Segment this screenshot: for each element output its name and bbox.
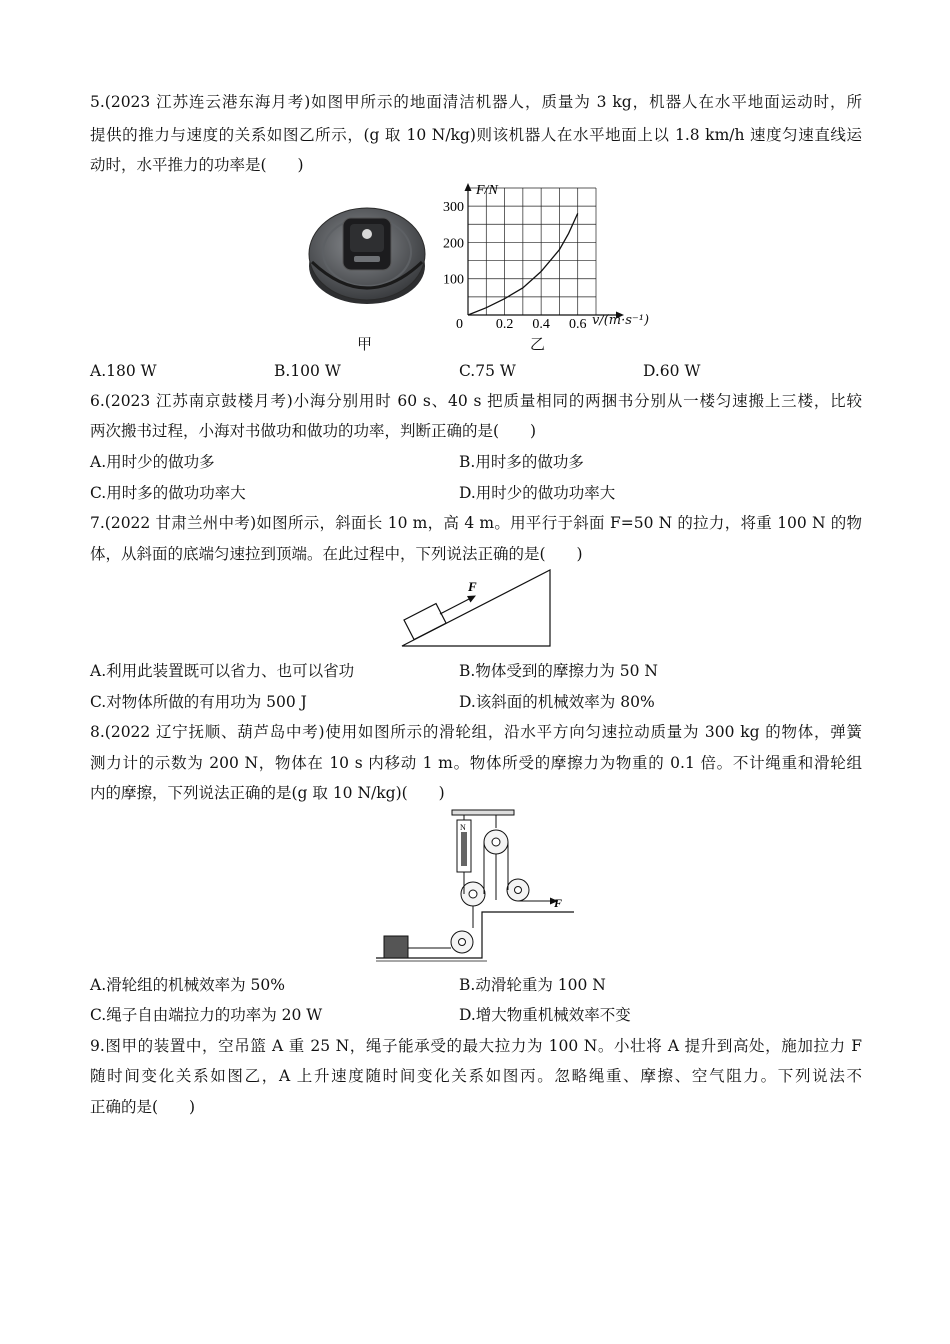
q6-option-c: C.用时多的做功功率大 (90, 484, 246, 502)
figure-b-caption: 乙 (530, 335, 546, 353)
robot-handle (354, 256, 380, 262)
q9-stem-line-2: 随时间变化关系如图乙，A 上升速度随时间变化关系如图丙。忽略绳重、摩擦、空气阻力。下列说法不 (90, 1067, 862, 1085)
y-axis-arrow (465, 183, 472, 191)
y-tick-label: 200 (443, 236, 464, 252)
q7-stem-line-1: 7.(2022 甘肃兰州中考)如图所示，斜面长 10 m，高 4 m。用平行于斜面 F=50 N 的拉力，将重 100 N 的物 (90, 514, 862, 532)
x-tick-label: 0.6 (568, 317, 587, 332)
q5-option-a: A.180 W (90, 362, 157, 380)
q7-option-c: C.对物体所做的有用功为 500 J (90, 693, 307, 711)
q6-option-b: B.用时多的做功多 (459, 453, 584, 471)
x-axis-label: v/(m·s⁻¹) (592, 313, 650, 328)
q8-option-c: C.绳子自由端拉力的功率为 20 W (90, 1006, 323, 1024)
q7-option-a: A.利用此装置既可以省力、也可以省功 (90, 662, 355, 680)
incline-block (404, 604, 446, 640)
y-tick-label: 100 (443, 272, 464, 288)
q8-stem-line-2: 测力计的示数为 200 N，物体在 10 s 内移动 1 m。物体所受的摩擦力为物重的 0.1 倍。不计绳重和滑轮组 (90, 754, 862, 772)
q8-stem-line-3: 内的摩擦，下列说法正确的是(g 取 10 N/kg)( ) (90, 784, 445, 802)
q9-stem-line-1: 9.图甲的装置中，空吊篮 A 重 25 N，绳子能承受的最大拉力为 100 N。小壮将 A 提升到高处，施加拉力 F (90, 1037, 862, 1055)
force-arrow (440, 598, 471, 614)
fixed-pulley-top-axle (492, 838, 500, 846)
q7-option-b: B.物体受到的摩擦力为 50 N (459, 662, 658, 680)
scale-label: N (460, 823, 466, 832)
q5-option-d: D.60 W (643, 362, 701, 380)
pull-force-label: F (554, 896, 563, 910)
q5-stem-line-1: 5.(2023 江苏连云港东海月考)如图甲所示的地面清洁机器人，质量为 3 kg，机器人在水平地面运动时，所 (90, 93, 862, 111)
movable-pulley-axle (469, 890, 477, 898)
x-tick-label: 0.4 (532, 317, 550, 332)
force-velocity-chart (432, 176, 652, 336)
q6-option-d: D.用时少的做功功率大 (459, 484, 616, 502)
q6-option-a: A.用时少的做功多 (90, 453, 215, 471)
chart-grid (468, 188, 596, 315)
y-axis-label: F/N (476, 183, 498, 198)
q5-option-b: B.100 W (274, 362, 341, 380)
robot-vacuum-figure (304, 196, 432, 316)
spring-scale-bar (461, 832, 467, 866)
force-label: F (468, 579, 477, 594)
x-tick-label: 0.2 (495, 317, 514, 332)
ceiling (452, 810, 514, 815)
incline-figure (396, 566, 556, 650)
q5-stem-line-3: 动时，水平推力的功率是( ) (90, 156, 304, 174)
q6-stem-line-1: 6.(2023 江苏南京鼓楼月考)小海分别用时 60 s、40 s 把质量相同的两捆书分别从一楼匀速搬上三楼，比较 (90, 392, 862, 410)
q8-stem-line-1: 8.(2022 辽宁抚顺、葫芦岛中考)使用如图所示的滑轮组，沿水平方向匀速拉动质量为 300 kg 的物体，弹簧 (90, 723, 862, 741)
bottom-pulley-axle (459, 939, 466, 946)
q8-option-d: D.增大物重机械效率不变 (459, 1006, 631, 1024)
robot-clean-button (362, 229, 372, 239)
figure-a-caption: 甲 (357, 335, 373, 353)
q8-option-b: B.动滑轮重为 100 N (459, 976, 606, 994)
q7-stem-line-2: 体，从斜面的底端匀速拉到顶端。在此过程中，下列说法正确的是( ) (90, 545, 583, 563)
block-object (384, 936, 408, 958)
q6-stem-line-2: 两次搬书过程，小海对书做功和做功的功率，判断正确的是( ) (90, 422, 537, 440)
pulley-system-figure (372, 808, 582, 966)
q5-option-c: C.75 W (459, 362, 516, 380)
q7-option-d: D.该斜面的机械效率为 80% (459, 693, 655, 711)
origin-label: 0 (456, 317, 463, 332)
side-pulley-axle (515, 887, 522, 894)
y-tick-label: 300 (443, 200, 464, 216)
q5-stem-line-2: 提供的推力与速度的关系如图乙所示，(g 取 10 N/kg)则该机器人在水平地面上以 1.8 km/h 速度匀速直线运 (90, 126, 862, 144)
q8-option-a: A.滑轮组的机械效率为 50% (90, 976, 285, 994)
q9-stem-line-3: 正确的是( ) (90, 1098, 196, 1116)
